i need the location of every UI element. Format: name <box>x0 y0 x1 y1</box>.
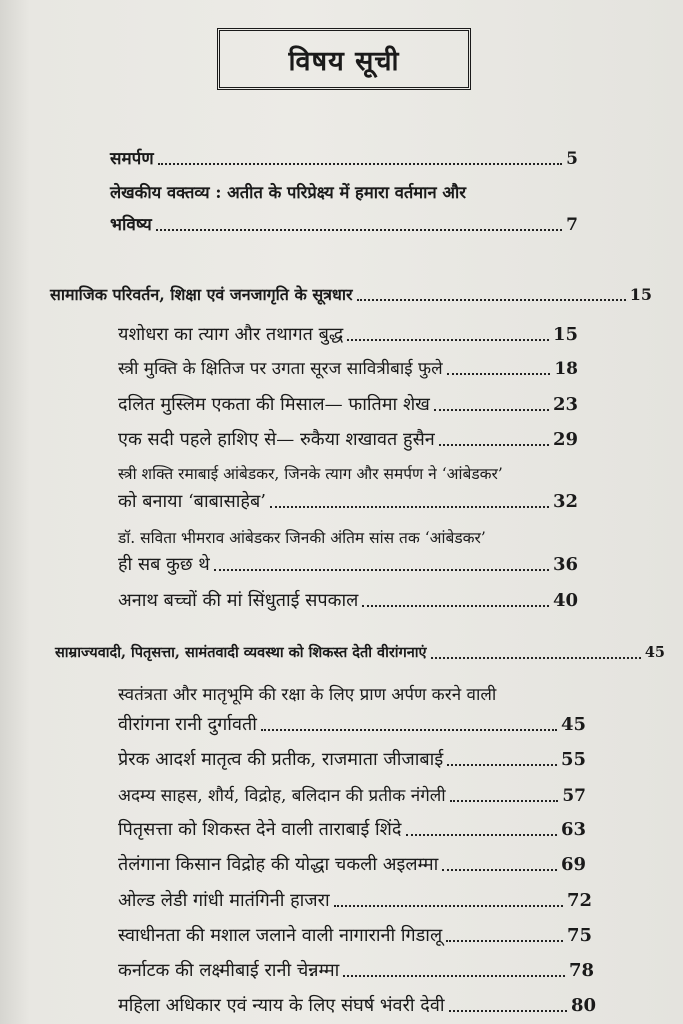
toc-entry <box>118 356 578 379</box>
toc-entry <box>118 588 578 612</box>
toc-entry-page: 63 <box>560 819 586 840</box>
toc-entry-page: 23 <box>552 394 578 415</box>
toc-entry-title-line1: स्वतंत्रता और मातृभूमि की रक्षा के लिए प्राण अर्पण करने वाली <box>118 685 497 705</box>
toc-entry-page: 18 <box>554 359 578 379</box>
toc-entry-title: स्वाधीनता की मशाल जलाने वाली नागारानी गिडालू <box>118 925 443 946</box>
toc-entry-page: 80 <box>570 995 596 1016</box>
toc-entry-page: 72 <box>566 890 592 911</box>
toc-entry-page: 5 <box>566 149 578 169</box>
toc-entry-page: 69 <box>560 854 586 875</box>
toc-entry-title-line2: भविष्य <box>110 215 152 235</box>
toc-entry <box>118 993 596 1017</box>
toc-entry-title: महिला अधिकार एवं न्याय के लिए संघर्ष भंवरी देवी <box>118 995 445 1016</box>
toc-entry-title: दलित मुस्लिम एकता की मिसाल— फातिमा शेख <box>118 394 430 415</box>
toc-entry-page: 15 <box>552 324 578 345</box>
dot-leader <box>362 605 549 607</box>
toc-entry-page: 40 <box>552 590 578 611</box>
toc-entry-title: कर्नाटक की लक्ष्मीबाई रानी चेन्नम्मा <box>118 960 340 981</box>
section-title: सामाजिक परिवर्तन, शिक्षा एवं जनजागृति के सूत्रधार <box>50 285 353 304</box>
dot-leader <box>343 975 565 977</box>
section-page: 15 <box>629 285 652 304</box>
dot-leader <box>447 373 551 375</box>
toc-entry <box>118 552 578 576</box>
toc-entry-title: तेलंगाना किसान विद्रोह की योद्धा चकली अइलम्मा <box>118 854 439 875</box>
dot-leader <box>214 569 549 571</box>
toc-entry-page: 32 <box>552 491 578 512</box>
section-title: साम्राज्यवादी, पितृसत्ता, सामंतवादी व्यवस्था को शिकस्त देती वीरांगनाएं <box>55 644 427 661</box>
toc-entry-title-line2: ही सब कुछ थे <box>118 554 210 575</box>
toc-entry-title: अनाथ बच्चों की मां सिंधुताई सपकाल <box>118 590 359 611</box>
dot-leader <box>447 764 557 766</box>
toc-entry-title: प्रेरक आदर्श मातृत्व की प्रतीक, राजमाता जीजाबाई <box>118 749 444 770</box>
toc-entry-page: 29 <box>552 429 578 450</box>
dot-leader <box>446 940 563 942</box>
dot-leader <box>431 657 641 659</box>
toc-entry-title-line2: वीरांगना रानी दुर्गावती <box>118 714 257 735</box>
toc-entry <box>118 712 586 736</box>
toc-entry <box>118 817 586 841</box>
toc-entry-page: 36 <box>552 554 578 575</box>
toc-entry <box>118 392 578 416</box>
dot-leader <box>450 800 559 802</box>
toc-entry-page: 78 <box>568 960 594 981</box>
toc-entry <box>118 888 592 912</box>
toc-entry-title: स्त्री मुक्ति के क्षितिज पर उगता सूरज सावित्रीबाई फुले <box>118 359 443 379</box>
toc-entry <box>118 783 586 806</box>
toc-entry <box>118 923 592 947</box>
toc-entry-page: 75 <box>566 925 592 946</box>
dot-leader <box>434 409 549 411</box>
toc-entry <box>118 322 578 346</box>
toc-entry-title: एक सदी पहले हाशिए से— रुकैया शखावत हुसैन <box>118 429 435 450</box>
dot-leader <box>334 905 563 907</box>
dot-leader <box>357 299 626 301</box>
section-heading <box>50 283 652 305</box>
dot-leader <box>261 729 557 731</box>
toc-entry-title: समर्पण <box>110 149 154 169</box>
toc-entry-page: 7 <box>566 215 578 235</box>
toc-entry-title-line2: को बनाया ‘बाबासाहेब’ <box>118 491 266 512</box>
section-page: 45 <box>644 644 665 661</box>
toc-entry <box>110 212 578 235</box>
dot-leader <box>406 834 557 836</box>
toc-entry-title: अदम्य साहस, शौर्य, विद्रोह, बलिदान की प्रतीक नंगेली <box>118 786 446 806</box>
toc-entry-title: ओल्ड लेडी गांधी मातंगिनी हाजरा <box>118 890 330 911</box>
toc-entry-page: 55 <box>560 749 586 770</box>
dot-leader <box>270 506 549 508</box>
toc-entry-page: 45 <box>560 714 586 735</box>
dot-leader <box>449 1010 567 1012</box>
toc-entry-title-line1: लेखकीय वक्तव्य : अतीत के परिप्रेक्ष्य में हमारा वर्तमान और <box>110 183 466 202</box>
dot-leader <box>347 339 549 341</box>
toc-entry-title: पितृसत्ता को शिकस्त देने वाली ताराबाई शिंदे <box>118 819 402 840</box>
toc-entry <box>118 958 594 982</box>
toc-entry <box>110 146 578 169</box>
toc-entry-title-line1: डॉ. सविता भीमराव आंबेडकर जिनकी अंतिम सांस तक ‘आंबेडकर’ <box>118 529 486 547</box>
dot-leader <box>439 444 549 446</box>
toc-entry <box>118 427 578 451</box>
dot-leader <box>158 163 563 165</box>
dot-leader <box>156 229 562 231</box>
contents-title-box <box>217 28 471 90</box>
page-title: विषय सूची <box>288 45 400 77</box>
toc-entry-title: यशोधरा का त्याग और तथागत बुद्ध <box>118 324 344 345</box>
toc-entry <box>118 747 586 771</box>
toc-entry <box>118 852 586 876</box>
toc-entry-page: 57 <box>562 786 586 806</box>
toc-entry-title-line1: स्त्री शक्ति रमाबाई आंबेडकर, जिनके त्याग और समर्पण ने ‘आंबेडकर’ <box>118 465 503 483</box>
dot-leader <box>442 869 557 871</box>
section-heading <box>55 642 665 662</box>
toc-entry <box>118 489 578 513</box>
